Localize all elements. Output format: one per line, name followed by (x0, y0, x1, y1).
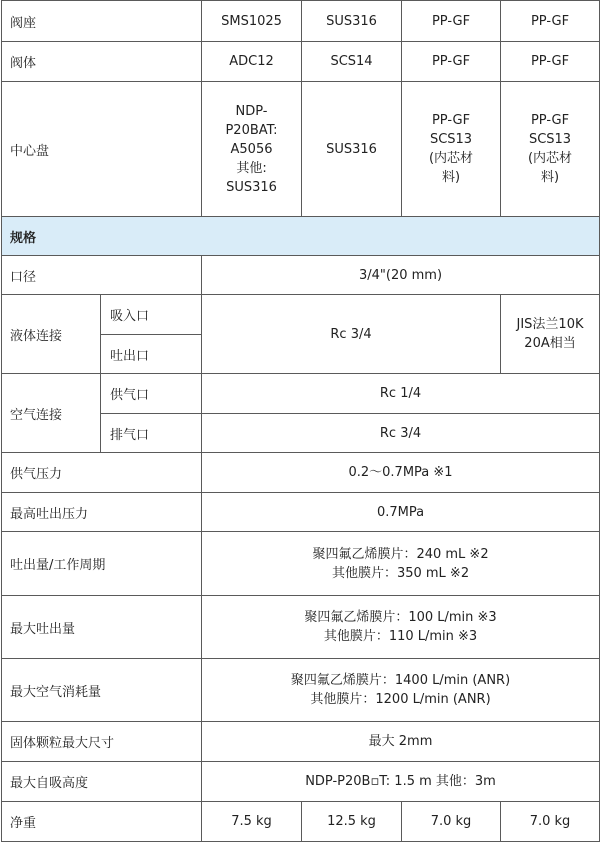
sub-label: 排气口 (101, 414, 202, 453)
row-discharge-per-cycle (2, 532, 600, 596)
cell-value: PP-GF (501, 42, 600, 82)
cell-value (202, 596, 600, 659)
cell-value: 12.5 kg (302, 802, 402, 842)
cell-line: SCS13 (528, 132, 572, 147)
row-label: 口径 (2, 256, 202, 295)
row-label: 最大空气消耗量 (2, 659, 202, 722)
cell-line: 聚四氟乙烯膜片：100 L/min ※3 (304, 610, 497, 625)
cell-line: (内芯材 (527, 151, 573, 166)
cell-value (501, 82, 600, 217)
cell-line: 其他膜片：350 mL ※2 (331, 565, 470, 581)
cell-line: 聚四氟乙烯膜片：1400 L/min (ANR) (290, 673, 511, 688)
cell-value: SUS316 (302, 1, 402, 42)
cell-value (501, 295, 600, 374)
cell-line: 其他: (236, 160, 267, 176)
section-title: 规格 (2, 217, 600, 256)
row-max-particle (2, 722, 600, 762)
section-header (2, 217, 600, 256)
row-center-disk (2, 82, 600, 217)
cell-value (402, 82, 501, 217)
cell-value: ADC12 (202, 42, 302, 82)
cell-line: JIS法兰10K (516, 317, 584, 332)
sub-label: 吸入口 (101, 295, 202, 335)
cell-value: 3/4"(20 mm) (202, 256, 600, 295)
cell-value (202, 659, 600, 722)
cell-value: Rc 1/4 (202, 374, 600, 414)
cell-value (202, 82, 302, 217)
row-supply-pressure (2, 453, 600, 493)
cell-line: 料) (540, 170, 560, 185)
row-label: 最高吐出压力 (2, 493, 202, 532)
sub-label: 供气口 (101, 374, 202, 414)
row-bore (2, 256, 600, 295)
row-label: 液体连接 (2, 295, 101, 374)
cell-value: 0.2～0.7MPa ※1 (202, 453, 600, 493)
row-label: 空气连接 (2, 374, 101, 453)
row-label: 阀体 (2, 42, 202, 82)
row-label: 最大自吸高度 (2, 762, 202, 802)
row-valve-seat (2, 1, 600, 42)
cell-line: NDP- (235, 103, 268, 119)
sub-label: 吐出口 (101, 335, 202, 374)
cell-value: PP-GF (501, 1, 600, 42)
row-label: 最大吐出量 (2, 596, 202, 659)
cell-value: PP-GF (402, 42, 501, 82)
cell-value: 7.0 kg (402, 802, 501, 842)
row-liquid-suction (2, 295, 600, 335)
cell-value (202, 532, 600, 596)
row-max-suction (2, 762, 600, 802)
cell-value: NDP-P20B▫T: 1.5 m 其他：3m (202, 762, 600, 802)
row-max-discharge (2, 596, 600, 659)
cell-line: P20BAT: (225, 122, 278, 138)
cell-value: Rc 3/4 (202, 414, 600, 453)
row-label: 净重 (2, 802, 202, 842)
cell-value: 最大 2mm (202, 722, 600, 762)
cell-line: 20A相当 (524, 336, 576, 351)
row-weight (2, 802, 600, 842)
cell-line: 料) (441, 170, 461, 185)
cell-line: SUS316 (226, 179, 277, 195)
row-label: 吐出量/工作周期 (2, 532, 202, 596)
row-max-air (2, 659, 600, 722)
cell-value: SUS316 (302, 82, 402, 217)
cell-line: PP-GF (431, 113, 471, 128)
cell-line: 聚四氟乙烯膜片：240 mL ※2 (312, 546, 489, 562)
cell-line: PP-GF (530, 113, 570, 128)
row-label: 固体颗粒最大尺寸 (2, 722, 202, 762)
cell-line: 其他膜片：1200 L/min (ANR) (310, 692, 491, 707)
row-air-supply (2, 374, 600, 414)
cell-line: 其他膜片：110 L/min ※3 (323, 629, 478, 644)
cell-value: 7.5 kg (202, 802, 302, 842)
cell-line: (内芯材 (428, 151, 474, 166)
row-max-discharge-pressure (2, 493, 600, 532)
cell-value: 0.7MPa (202, 493, 600, 532)
row-label: 阀座 (2, 1, 202, 42)
row-label: 中心盘 (2, 82, 202, 217)
spec-table (1, 0, 600, 842)
cell-value: PP-GF (402, 1, 501, 42)
cell-value: SCS14 (302, 42, 402, 82)
row-valve-body (2, 42, 600, 82)
row-label: 供气压力 (2, 453, 202, 493)
cell-line: A5056 (230, 141, 273, 157)
cell-line: SCS13 (429, 132, 473, 147)
cell-value: 7.0 kg (501, 802, 600, 842)
cell-value: SMS1025 (202, 1, 302, 42)
cell-value: Rc 3/4 (202, 295, 501, 374)
